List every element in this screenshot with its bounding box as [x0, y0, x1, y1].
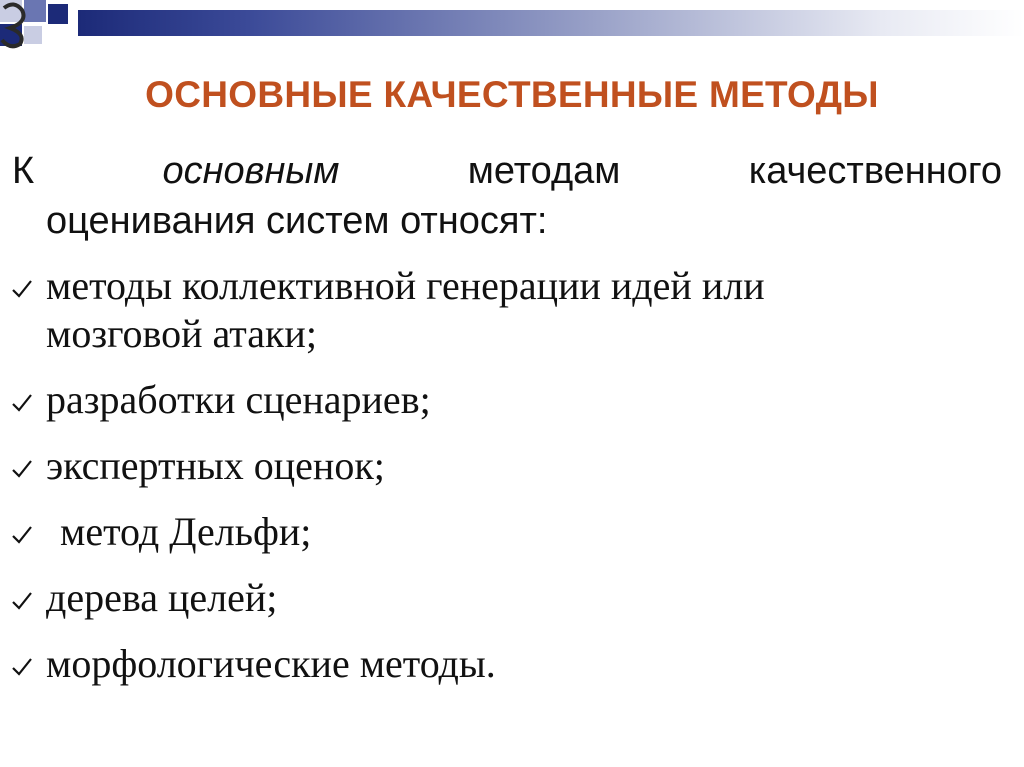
list-item-text: дерева целей;: [46, 575, 278, 620]
intro-word-emphasis: основным: [162, 150, 340, 192]
list-item: [0, 442, 1024, 490]
checkmark-icon: [10, 589, 34, 613]
list-item: [0, 508, 1024, 556]
checkmark-icon: [10, 523, 34, 547]
header-band: [0, 0, 1024, 50]
list-item: [0, 574, 1024, 622]
intro-line-1: [12, 146, 1002, 196]
decorative-squares-icon: [0, 0, 80, 50]
intro-word: качественного: [748, 150, 1002, 192]
list-item-text: мозговой атаки;: [46, 311, 317, 356]
checkmark-icon: [10, 655, 34, 679]
intro-line-2: оценивания систем относят:: [46, 200, 548, 242]
list-item-text: морфологические методы.: [46, 641, 496, 686]
checkmark-icon: [10, 457, 34, 481]
checkmark-icon: [10, 277, 34, 301]
slide-title: ОСНОВНЫЕ КАЧЕСТВЕННЫЕ МЕТОДЫ: [145, 74, 879, 115]
list-item: [0, 376, 1024, 424]
list-item: [0, 262, 1024, 358]
intro-paragraph: [12, 146, 1002, 246]
header-gradient-bar: [78, 10, 1024, 36]
list-item-text: экспертных оценок;: [46, 443, 385, 488]
checkmark-icon: [10, 391, 34, 415]
list-item-text: методы коллективной генерации идей или: [46, 263, 765, 308]
list-item-text: разработки сценариев;: [46, 377, 431, 422]
list-item: [0, 640, 1024, 688]
intro-word: К: [12, 150, 35, 192]
intro-word: методам: [467, 150, 621, 192]
methods-list: [0, 262, 1024, 706]
list-item-text: метод Дельфи;: [60, 509, 312, 554]
